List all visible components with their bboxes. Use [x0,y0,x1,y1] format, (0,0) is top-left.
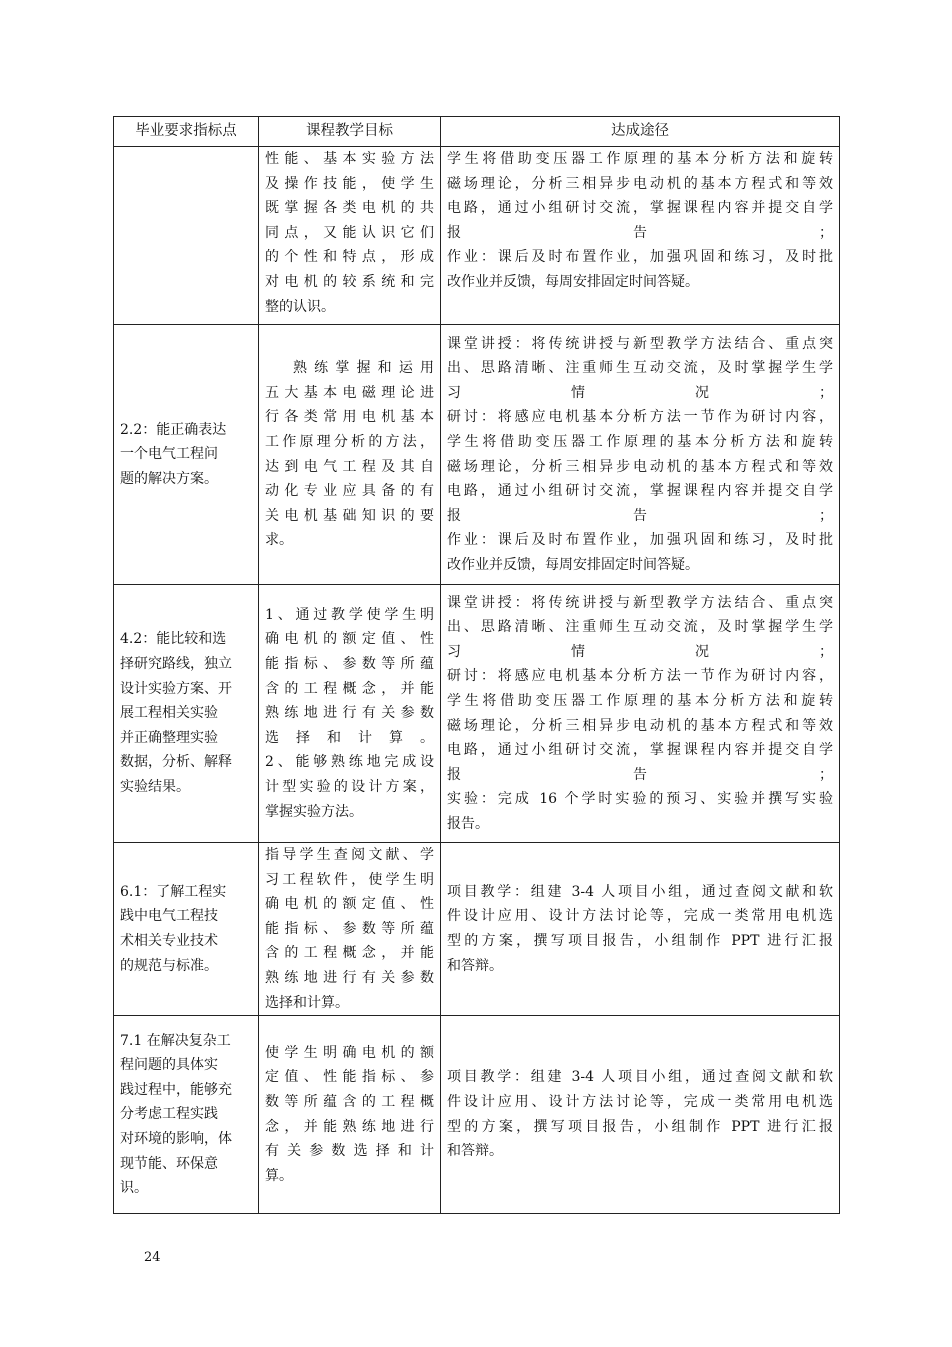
cell-line: 学生将借助变压器工作原理的基本分析方法和旋转 [447,151,833,167]
cell-line: 研讨：将感应电机基本分析方法一节作为研讨内容， [447,409,833,426]
cell-line: 项目教学：组建 3-4 人项目小组，通过查阅文献和软 [447,883,833,900]
cell-line: 2.2：能正确表达 [120,421,227,438]
cell-line: 并正确整理实验 [120,729,218,746]
table-row [114,147,840,325]
cell-line: 磁场理论，分析三相异步电动机的基本方程式和等效 [447,458,833,475]
cell-line: 及操作技能，使学生 [265,175,434,192]
cell-line: 课堂讲授：将传统讲授与新型教学方法结合、重点突 [447,335,833,352]
goal-cell [259,325,441,585]
cell-line: 电路，通过小组研讨交流，掌握课程内容并提交自学 [447,200,833,217]
goal-cell [259,147,441,325]
requirement-cell [114,843,259,1016]
cell-line: 课堂讲授：将传统讲授与新型教学方法结合、重点突 [447,594,833,611]
cell-line: 含的工程概念，并能 [265,945,434,962]
table-row [114,843,840,1016]
cell-line: 件设计应用、设计方法讨论等，完成一类常用电机选 [447,908,833,925]
cell-line: 含的工程概念，并能 [265,680,434,697]
cell-line: 设计实验方案、开 [120,680,232,697]
cell-line: 出、思路清晰、注重师生互动交流，及时掌握学生学 [447,619,833,636]
cell-line: 和答辩。 [447,1143,503,1160]
cell-line: 同点，又能认识它们 [265,224,434,241]
cell-line: 习工程软件，使学生明 [265,871,434,888]
cell-line: 1、通过教学使学生明 [265,606,434,623]
cell-line: 关电机基础知识的要 [265,507,434,524]
cell-line: 型的方案，撰写项目报告，小组制作 PPT 进行汇报 [447,933,833,950]
cell-line: 6.1：了解工程实 [120,883,227,900]
cell-line: 算。 [265,1167,293,1184]
cell-line: 改作业并反馈，每周安排固定时间答疑。 [447,273,699,290]
cell-line: 报告； [447,766,833,783]
cell-line: 和答辩。 [447,957,503,974]
cell-line: 能指标、参数等所蕴 [265,656,434,673]
cell-line: 性能、基本实验方法 [265,151,434,167]
cell-line: 4.2：能比较和选 [120,631,227,648]
cell-line: 行各类常用电机基本 [265,409,434,426]
header-requirement: 毕业要求指标点 [114,117,259,147]
goal-cell [259,585,441,843]
page-number: 24 [144,1250,161,1265]
cell-line: 践中电气工程技 [120,908,218,925]
cell-line: 实验结果。 [120,778,190,795]
cell-line: 电路，通过小组研讨交流，掌握课程内容并提交自学 [447,483,833,500]
cell-line: 磁场理论，分析三相异步电动机的基本方程式和等效 [447,175,833,192]
cell-line: 使学生明确电机的额 [265,1044,434,1061]
cell-line: 题的解决方案。 [120,470,218,487]
cell-line: 熟练地进行有关参数 [265,969,434,986]
cell-line: 电路，通过小组研讨交流，掌握课程内容并提交自学 [447,742,833,759]
cell-line: 件设计应用、设计方法讨论等，完成一类常用电机选 [447,1094,833,1111]
cell-line: 的个性和特点，形成 [265,249,434,266]
cell-line: 程问题的具体实 [120,1057,218,1074]
path-cell [441,843,840,1016]
cell-line: 实验：完成 16 个学时实验的预习、实验并撰写实验 [447,791,833,808]
cell-line: 择研究路线，独立 [120,656,232,673]
cell-line: 现节能、环保意 [120,1155,218,1172]
requirement-cell [114,585,259,843]
cell-line: 的规范与标准。 [120,957,218,974]
table-row [114,585,840,843]
cell-line: 选择和计算。 [265,729,434,746]
cell-line: 型的方案，撰写项目报告，小组制作 PPT 进行汇报 [447,1118,833,1135]
cell-line: 践过程中，能够充 [120,1081,232,1098]
table-header-row [114,117,840,147]
cell-line: 术相关专业技术 [120,933,218,950]
cell-line: 指导学生查阅文献、学 [265,847,434,863]
goal-cell [259,1016,441,1214]
requirements-table [113,116,840,1214]
cell-line: 工作原理分析的方法， [265,433,434,450]
requirement-cell [114,147,259,325]
header-path: 达成途径 [441,117,840,147]
cell-line: 能指标、参数等所蕴 [265,920,434,937]
cell-line: 熟练地进行有关参数 [265,705,434,722]
cell-line: 学生将借助变压器工作原理的基本分析方法和旋转 [447,692,833,709]
cell-line: 有关参数选择和计 [265,1143,434,1160]
cell-line: 数据，分析、解释 [120,754,232,771]
cell-line: 动化专业应具备的有 [265,483,434,500]
cell-line: 学生将借助变压器工作原理的基本分析方法和旋转 [447,433,833,450]
cell-line: 熟练掌握和运用 [293,360,434,377]
goal-cell [259,843,441,1016]
cell-line: 求。 [265,532,293,549]
cell-line: 作业：课后及时布置作业，加强巩固和练习，及时批 [447,249,833,266]
cell-line: 选择和计算。 [265,994,349,1011]
cell-line: 报告； [447,507,833,524]
cell-line: 定值、性能指标、参 [265,1069,434,1086]
cell-line: 五大基本电磁理论进 [265,384,434,401]
cell-line: 确电机的额定值、性 [265,631,434,648]
cell-line: 7.1 在解决复杂工 [120,1032,231,1049]
cell-line: 既掌握各类电机的共 [265,200,434,217]
path-cell [441,147,840,325]
cell-line: 计型实验的设计方案， [265,778,434,795]
requirement-cell [114,325,259,585]
cell-line: 分考虑工程实践 [120,1106,218,1123]
header-goal: 课程教学目标 [259,117,441,147]
path-cell [441,1016,840,1214]
cell-line: 达到电气工程及其自 [265,458,434,475]
cell-line: 作业：课后及时布置作业，加强巩固和练习，及时批 [447,532,833,549]
cell-line: 习情况； [447,384,833,401]
cell-line: 磁场理论，分析三相异步电动机的基本方程式和等效 [447,717,833,734]
cell-line: 对电机的较系统和完 [265,273,434,290]
cell-line: 确电机的额定值、性 [265,896,434,913]
cell-line: 研讨：将感应电机基本分析方法一节作为研讨内容， [447,668,833,685]
table-row [114,1016,840,1214]
cell-line: 展工程相关实验 [120,705,218,722]
cell-line: 整的认识。 [265,298,335,315]
requirement-cell [114,1016,259,1214]
cell-line: 习情况； [447,643,833,660]
cell-line: 报告。 [447,815,489,832]
cell-line: 项目教学：组建 3-4 人项目小组，通过查阅文献和软 [447,1069,833,1086]
cell-line: 改作业并反馈，每周安排固定时间答疑。 [447,556,699,573]
cell-line: 报告； [447,224,833,241]
cell-line: 数等所蕴含的工程概 [265,1094,434,1111]
cell-line: 一个电气工程问 [120,446,218,463]
cell-line: 掌握实验方法。 [265,803,363,820]
path-cell [441,325,840,585]
path-cell [441,585,840,843]
cell-line: 念，并能熟练地进行 [265,1118,434,1135]
cell-line: 对环境的影响，体 [120,1130,232,1147]
table-row [114,325,840,585]
cell-line: 2、能够熟练地完成设 [265,754,434,771]
cell-line: 出、思路清晰、注重师生互动交流，及时掌握学生学 [447,360,833,377]
cell-line: 识。 [120,1180,148,1197]
